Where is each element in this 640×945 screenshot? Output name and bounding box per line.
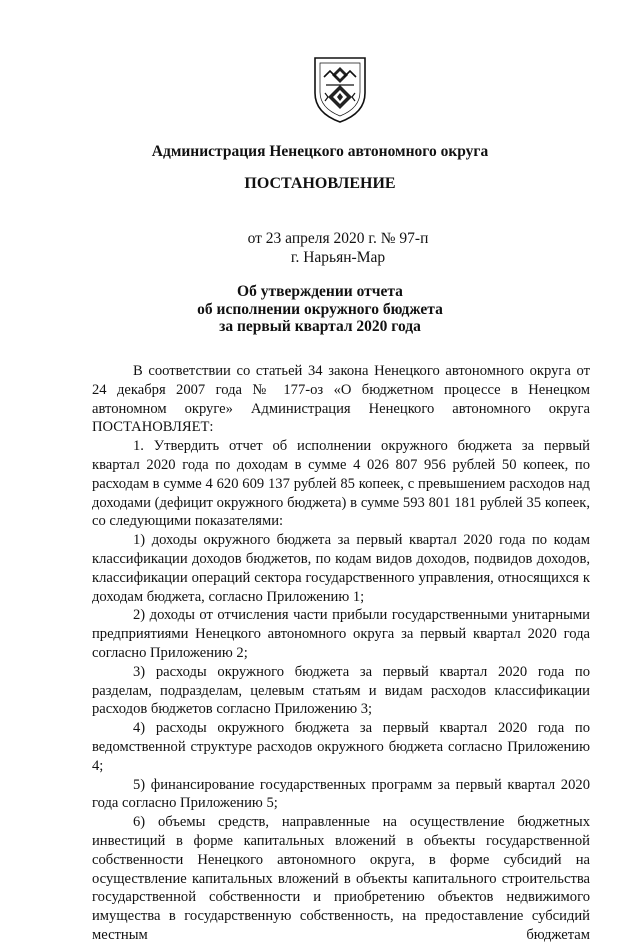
document-title-line-2: об исполнении окружного бюджета bbox=[197, 301, 443, 318]
coat-of-arms-emblem bbox=[312, 55, 368, 125]
preamble-paragraph: В соответствии со статьей 34 закона Ненецкого автономного округа от 24 декабря 2007 года № 177-оз «О бюджетном процессе в Ненецком автономном округе» Администрация Ненецкого автономного округа ПОСТАНОВЛЯЕТ: bbox=[92, 363, 590, 436]
subitem-4-paragraph: 4) расходы окружного бюджета за первый квартал 2020 года по ведомственной структуре расходов окружного бюджета согласно Приложению 4; bbox=[92, 720, 590, 774]
document-type: ПОСТАНОВЛЕНИЕ bbox=[244, 175, 396, 192]
document-body bbox=[92, 362, 590, 945]
subitem-3-paragraph: 3) расходы окружного бюджета за первый квартал 2020 года по разделам, подразделам, целевым статьям и видам расходов классификации расходов бюджетов согласно Приложению 3; bbox=[92, 663, 590, 718]
item-1-paragraph: 1. Утвердить отчет об исполнении окружного бюджета за первый квартал 2020 года по доходам в сумме 4 026 807 956 рублей 50 копеек, по расходам в сумме 4 620 609 137 рублей 85 копеек, с превышением расходов над доходами (дефицит окружного бюджета) в сумме 593 801 181 рублей 35 копеек, со следующими показателями: bbox=[92, 438, 590, 530]
document-title-line-3: за первый квартал 2020 года bbox=[219, 318, 421, 335]
document-title-line-1: Об утверждении отчета bbox=[237, 283, 403, 300]
organization-name: Администрация Ненецкого автономного округа bbox=[151, 143, 489, 160]
subitem-1-paragraph: 1) доходы окружного бюджета за первый квартал 2020 года по кодам классификации доходов бюджетов, по кодам видов доходов, подвидов доходов, классификации операций сектора государственного управления, относящихся к доходам бюджета, согласно Приложению 1; bbox=[92, 532, 590, 605]
subitem-2-paragraph: 2) доходы от отчисления части прибыли государственными унитарными предприятиями Ненецкого автономного округа за первый квартал 2020 года согласно Приложению 2; bbox=[92, 607, 590, 661]
subitem-5-paragraph: 5) финансирование государственных программ за первый квартал 2020 года согласно Приложению 5; bbox=[92, 776, 590, 812]
subitem-6-paragraph: 6) объемы средств, направленные на осуществление бюджетных инвестиций в форме капитальных вложений в объекты государственной собственности Ненецкого автономного округа, в форме субсидий на осуществление капитальных вложений в объекты капитального строительства государственной собственности и приобретению объектов недвижимого имущества в государственную собственность, на предоставление субсидий местным бюджетам bbox=[92, 814, 590, 943]
document-date-number: от 23 апреля 2020 г. № 97-п bbox=[247, 230, 429, 247]
document-city: г. Нарьян-Мар bbox=[290, 249, 386, 266]
